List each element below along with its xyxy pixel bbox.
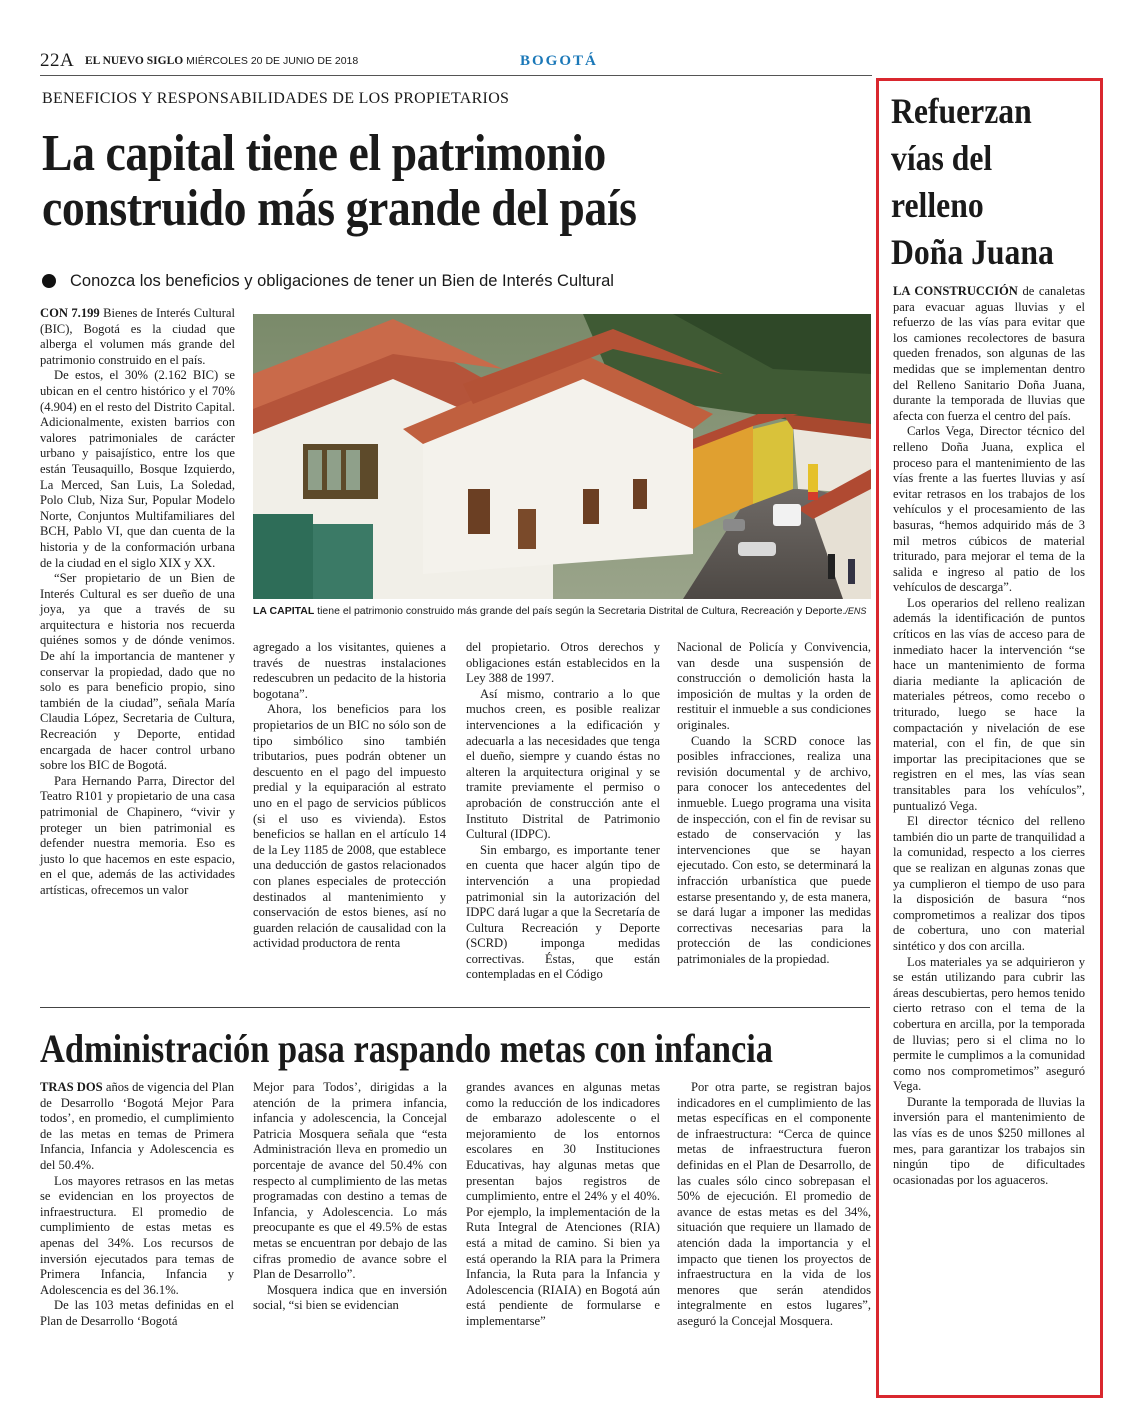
article-kicker: BENEFICIOS Y RESPONSABILIDADES DE LOS PROPIETARIOS — [42, 90, 510, 107]
second-article-column-3 — [466, 1080, 660, 1330]
lead-in: CON 7.199 — [40, 306, 100, 320]
lead-in: LA CONSTRUCCIÓN — [893, 284, 1018, 298]
article-paragraph: agregado a los visitantes, quienes a través de nuestras instalaciones redescubren un pedacito de la historia bogotana”. — [253, 640, 446, 701]
article-paragraph: De estos, el 30% (2.162 BIC) se ubican en el centro histórico y el 70% (4.904) en el resto del Distrito Capital. Adicionalmente, existen barrios con valores patrimoniales de carácter urbano y paisajístico, entre los que están Teusaquillo, Bosque Izquierdo, La Merced, San Luis, La Soledad, Polo Club, Niza Sur, Popular Modelo Norte, Conjuntos Multifamiliares del BCH, Pablo VI, que dan cuenta de la historia y de la conformación urbana de la ciudad en el siglo XIX y XX. — [40, 368, 235, 570]
article-column-1 — [40, 306, 235, 899]
lead-in: TRAS DOS — [40, 1080, 103, 1094]
sidebar-body — [893, 284, 1085, 1188]
article-divider — [40, 1007, 870, 1008]
caption-text: tiene el patrimonio construido más grande del país según la Secretaria Distrital de Cultura, Recreación y Deporte. — [314, 605, 846, 617]
second-article-column-2 — [253, 1080, 447, 1314]
article-paragraph: Así mismo, contrario a lo que muchos creen, es posible realizar intervenciones a la edificación y adecuarla a las necesidades que tenga el dueño, siempre y cuando éstas no alteren la arquitectura original y se tramite previamente el permiso o aprobación de construcción ante el Instituto Distrital de Patrimonio Cultural (IDPC). — [466, 686, 660, 842]
article-paragraph: Los mayores retrasos en las metas se evidencian en los proyectos de infraestructura. El promedio de cumplimiento de estas metas es apenas del 34%. Los recursos de inversión ejecutados para temas de Primera Infancia, Infancia y Adolescencia es del 36.1%. — [40, 1173, 234, 1297]
article-paragraph: Nacional de Policía y Convivencia, van desde una suspensión de construcción o demolición hasta la imposición de multas y la orden de restituir el inmueble a sus condiciones originales. — [677, 640, 871, 732]
sidebar-paragraph — [893, 284, 1085, 424]
paragraph-text: Bienes de Interés Cultural (BIC), Bogotá es la ciudad que alberga el volumen más grande del patrimonio construido en el país. — [40, 306, 235, 367]
article-paragraph: De las 103 metas definidas en el Plan de Desarrollo ‘Bogotá — [40, 1298, 234, 1328]
page-number: 22A — [40, 50, 75, 71]
sidebar-paragraph: Durante la temporada de lluvias la inversión para el mantenimiento de las vías es de unos $250 millones al mes, para garantizar los trabajos sin ningún tipo de dificultades ocasionadas por los aguaceros. — [893, 1094, 1085, 1187]
article-paragraph: Sin embargo, es importante tener en cuenta que hacer algún tipo de intervención a una propiedad patrimonial sin la autorización del IDPC dará lugar a que la Secretaría de Cultura Recreación y Deporte (SCRD) imponga medidas correctivas. Éstas, que están contempladas en el Código — [466, 842, 660, 982]
photo-credit: /ENS — [845, 606, 867, 616]
article-paragraph: “Ser propietario de un Bien de Interés Cultural es ser dueño de una joya, ya que a través de su arquitectura e historia nos recuerda quiénes somos y de dónde venimos. De ahí la importancia de mantener y conservar la propiedad, dado que no solo es para beneficio propio, sino también de la ciudad”, señala María Claudia López, Secretaria de Cultura, Recreación y Deporte, entidad encargada de hacer control urbano sobre los BIC de Bogotá. — [40, 571, 235, 773]
sidebar-paragraph: Los operarios del relleno realizan además la identificación de puntos críticos en las vías de acceso para de inmediato hacer la intervención “se hace un mantenimiento de forma diaria mediante la aplicación de materiales pétreos, como recebo o triturado, luego se hace la compactación y nivelación de ese material, con el fin, de que sin importar las precipitaciones que se registren en el mes, las vías sean transitables para los vehículos”, puntualizó Vega. — [893, 595, 1085, 813]
issue-date: MIÉRCOLES 20 DE JUNIO DE 2018 — [186, 55, 359, 67]
article-paragraph — [40, 1080, 234, 1174]
sidebar-paragraph: Carlos Vega, Director técnico del relleno Doña Juana, explica el proceso para el mantenimiento de las vías frente a las fuertes lluvias y así evitar retrasos en los trabajos de los vehículos y el procesamiento de las basuras, “hemos adquirido más de 3 mil metros cúbicos de material triturado, para mejorar el tema de la salida e ingreso al patio de los vehículos de descarga”. — [893, 424, 1085, 595]
article-paragraph: grandes avances en algunas metas como la reducción de los indicadores de embarazo adolescente o el mejoramiento de los entornos escolares en 30 Instituciones Educativas, hay algunas metas que presentan bajos registros de cumplimiento, entre el 24% y el 40%. Por ejemplo, la implementación de la Ruta Integral de Atenciones (RIA) está a mitad de camino. Si bien ya está operando la RIA para la Primera Infancia, la Ruta para la Infancia y Adolescencia (RIAIA) en Bogotá aún está pendiente de formularse e implementarse” — [466, 1080, 660, 1328]
street-photo-illustration — [253, 314, 871, 599]
article-paragraph: Para Hernando Parra, Director del Teatro R101 y propietario de una casa patrimonial de Chapinero, “vivir y proteger un bien patrimonial es defender nuestra memoria. Eso es justo lo que hacemos en este espacio, en el que, además de las actividades artísticas, ofrecemos un valor — [40, 773, 235, 897]
bullet-dot-icon — [42, 274, 56, 288]
article-headline: La capital tiene el patrimonio construido más grande del país — [42, 125, 637, 237]
header-rule — [40, 75, 872, 76]
paragraph-text: de canaletas para evacuar aguas lluvias y el refuerzo de las vías para evitar que los camiones recolectores de basura queden frenados, son algunas de las medidas que se implementan dentro del Relleno Sanitario Doña Juana, durante la temporada de lluvias que afecta con fuerza el centro del país. — [893, 284, 1086, 423]
sidebar-paragraph: El director técnico del relleno también dio un parte de tranquilidad a la comunidad, respecto a los cierres que se realizan en algunas zonas que ya cumplieron el tiempo de uso para la disposición de basura “nos comprometimos a realizar dos tipos de cobertura, uno con material sintético y dos con arcilla. — [893, 814, 1085, 953]
article-column-4 — [677, 640, 871, 967]
article-paragraph: Por otra parte, se registran bajos indicadores en el cumplimiento de las metas específicas en el componente de infraestructura: “Cerca de quince metas de infraestructura fueron definidas en el Plan de Desarrollo, de las cuales sólo cinco sobrepasan el 50% de ejecución. El promedio de avance de estas metas es del 34%, situación que requiere un llamado de atención dada la importancia y el impacto que tienen los proyectos de infraestructura en la vida de los menores que serán atendidos integralmente en estos lugares”, aseguró la Concejal Mosquera. — [677, 1080, 871, 1328]
sidebar-headline-line: Refuerzan — [891, 91, 1032, 131]
article-column-2 — [253, 640, 446, 952]
sidebar-headline-line: Doña Juana — [891, 232, 1054, 272]
second-article-headline: Administración pasa raspando metas con infancia — [40, 1026, 773, 1071]
sidebar-headline-line: relleno — [891, 185, 984, 225]
photo-caption — [253, 604, 871, 618]
article-paragraph: Ahora, los beneficios para los propietarios de un BIC no sólo son de tipo simbólico sino también tributarios, pues podrán obtener un descuento en el pago del impuesto predial y la equiparación al estrato uno en el pago de servicios públicos (si el uso es vivienda). Estos beneficios se hallan en el artículo 14 de la Ley 1185 de 2008, que establece una deducción de gastos relacionados con planes especiales de protección destinados al mantenimiento y conservación de estos bienes, así no guarden relación de causalidad con la actividad productora de renta — [253, 702, 446, 951]
second-article-column-4 — [677, 1080, 871, 1330]
sidebar-paragraph: Los materiales ya se adquirieron y se están utilizando para cubrir las áreas descubiertas, pero hemos tenido cierto retraso con el tema de la cobertura en arcilla, por la temporada de lluvias; pero si el clima no lo permite le cumplimos a la comunidad como nos comprometimos” aseguró Vega. — [893, 954, 1085, 1094]
section-label: BOGOTÁ — [520, 53, 598, 69]
article-paragraph — [40, 306, 235, 368]
colonial-street-photo — [253, 314, 871, 599]
caption-lead: LA CAPITAL — [253, 605, 315, 617]
sidebar-headline — [891, 88, 1076, 276]
sidebar-headline-line: vías del — [891, 138, 993, 178]
article-paragraph: del propietario. Otros derechos y obligaciones están establecidos en la Ley 388 de 1997. — [466, 640, 660, 686]
article-column-3 — [466, 640, 660, 983]
second-article-column-1 — [40, 1080, 234, 1330]
newspaper-masthead — [85, 55, 358, 67]
article-paragraph: Cuando la SCRD conoce las posibles infracciones, realiza una revisión documental y de archivo, para conocer los antecedentes del inmueble. Luego programa una visita de inspección, con el fin de revisar su estado de conservación y las intervenciones que se hayan ejecutado. Con esto, se determinará la infracción urbanística que puede estarse presentando y, de esta manera, se dará lugar a imponer las medidas correctivas necesarias para la protección de las condiciones patrimoniales de la propiedad. — [677, 733, 871, 966]
article-deck: Conozca los beneficios y obligaciones de tener un Bien de Interés Cultural — [70, 272, 614, 290]
paragraph-text: años de vigencia del Plan de Desarrollo ‘Bogotá Mejor Para todos’, en promedio, el cumplimiento de las metas en temas de Primera Infancia, Infancia y Adolescencia es del 50.4%. — [40, 1080, 234, 1172]
paper-name: EL NUEVO SIGLO — [85, 55, 184, 67]
article-paragraph: Mejor para Todos’, dirigidas a la atención de la primera infancia, infancia y adolescencia, la Concejal Patricia Mosquera señala que “esta Administración lleva en promedio un porcentaje de avance del 50.4% con respecto al cumplimiento de las metas programadas con destino a temas de Infancia, y Adolescencia. Lo más preocupante es que el 49.5% de estas metas se encuentran por debajo de las cifras promedio de avance sobre el Plan de Desarrollo”. — [253, 1080, 447, 1282]
article-paragraph: Mosquera indica que en inversión social, “si bien se evidencian — [253, 1282, 447, 1313]
